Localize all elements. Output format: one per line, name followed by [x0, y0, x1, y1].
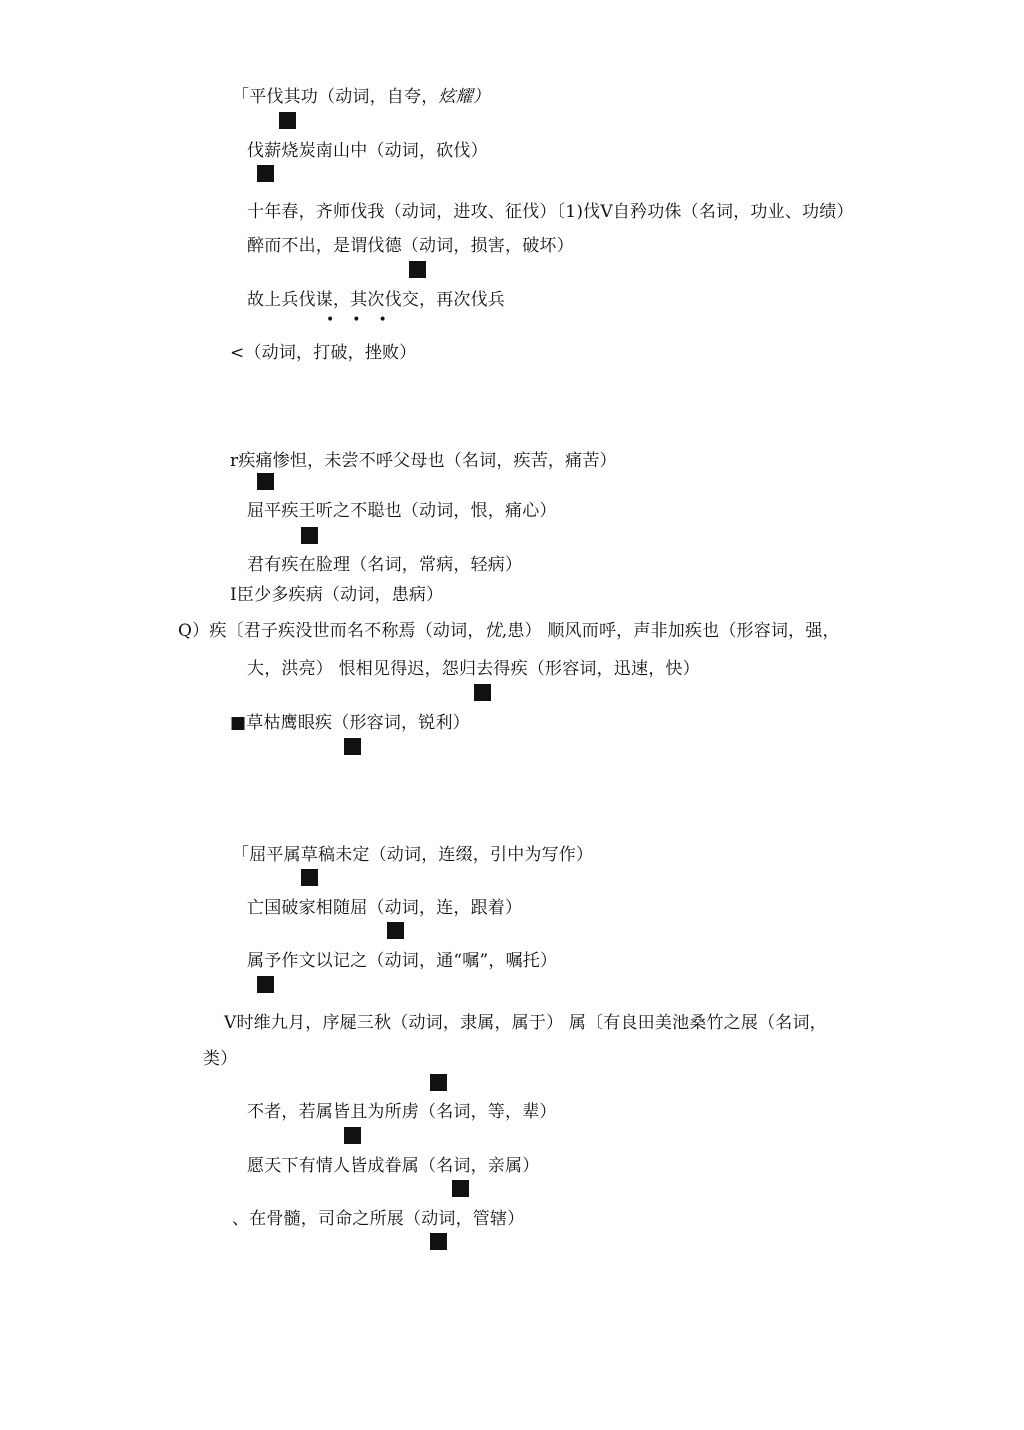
s3-line-2: 亡国破家相随屈（动词，连，跟着） — [247, 898, 523, 918]
s2-line-3: 君有疾在脸理（名词，常病，轻病） — [247, 555, 523, 575]
s2-line-4: I臣少多疾病（动词，患病） — [230, 585, 444, 605]
s2-line-7: ■草枯鹰眼疾（形容词，锐利） — [230, 713, 470, 733]
emphasis-dots: ••• — [326, 312, 405, 328]
s3-line-4: V时维九月，序屣三秋（动词，隶属，属于） 属〔有良田美池桑竹之展（名词， — [224, 1013, 827, 1033]
s3-line-8: 、在骨髓，司命之所展（动词，管辖） — [232, 1209, 525, 1229]
marker-square — [257, 165, 274, 182]
marker-square — [301, 869, 318, 886]
s2-line-1: r疾痛惨怛，未尝不呼父母也（名词，疾苦，痛苦） — [230, 451, 617, 471]
s1-line-1 — [232, 86, 490, 108]
s1-line-5: 故上兵伐谋，其次伐交，再次伐兵 — [247, 290, 505, 310]
marker-square — [452, 1180, 469, 1197]
s3-line-6: 不者，若属皆且为所虏（名词，等，辈） — [247, 1102, 557, 1122]
marker-square — [301, 527, 318, 544]
s1-line-2: 伐薪烧炭南山中（动词，砍伐） — [247, 141, 488, 161]
s3-line-7: 愿天下有情人皆成眷属（名词，亲属） — [247, 1156, 540, 1176]
s1-line-3: 十年春，齐师伐我（动词，进攻、征伐）〔1)伐V自矜功侏（名词，功业、功绩） — [247, 202, 854, 222]
s2-line-5-italic: 忧 — [484, 621, 502, 641]
s2-line-5 — [178, 620, 840, 642]
s1-line-4: 醉而不出，是谓伐德（动词，损害，破坏） — [247, 236, 574, 256]
marker-square — [409, 261, 426, 278]
marker-square — [257, 976, 274, 993]
marker-square — [344, 738, 361, 755]
s2-line-5-text: Q）疾〔君子疾没世而名不称焉（动词， — [178, 621, 485, 641]
s1-line-6: <（动词，打破，挫败） — [230, 343, 417, 363]
s2-line-5-rest: ,患） 顺风而呼，声非加疾也（形容词，强， — [501, 621, 840, 641]
s2-line-2: 屈平疾王听之不聪也（动词，恨，痛心） — [247, 501, 557, 521]
marker-square — [474, 684, 491, 701]
s3-line-3: 属予作文以记之（动词，通“嘱”，嘱托） — [247, 951, 558, 971]
marker-square — [430, 1074, 447, 1091]
marker-square — [344, 1127, 361, 1144]
s2-line-6: 大，洪亮） 恨相见得迟，怨归去得疾（形容词，迅速，快） — [247, 659, 700, 679]
marker-square — [279, 112, 296, 129]
marker-square — [387, 922, 404, 939]
s3-line-5: 类） — [203, 1049, 238, 1069]
s1-line-1-text: 「平伐其功（动词，自夸， — [232, 87, 439, 107]
marker-square — [430, 1233, 447, 1250]
s3-line-1: 「屈平属草稿未定（动词，连缀，引中为写作） — [232, 845, 594, 865]
s1-line-1-italic: 炫耀） — [438, 87, 491, 107]
marker-square — [257, 473, 274, 490]
